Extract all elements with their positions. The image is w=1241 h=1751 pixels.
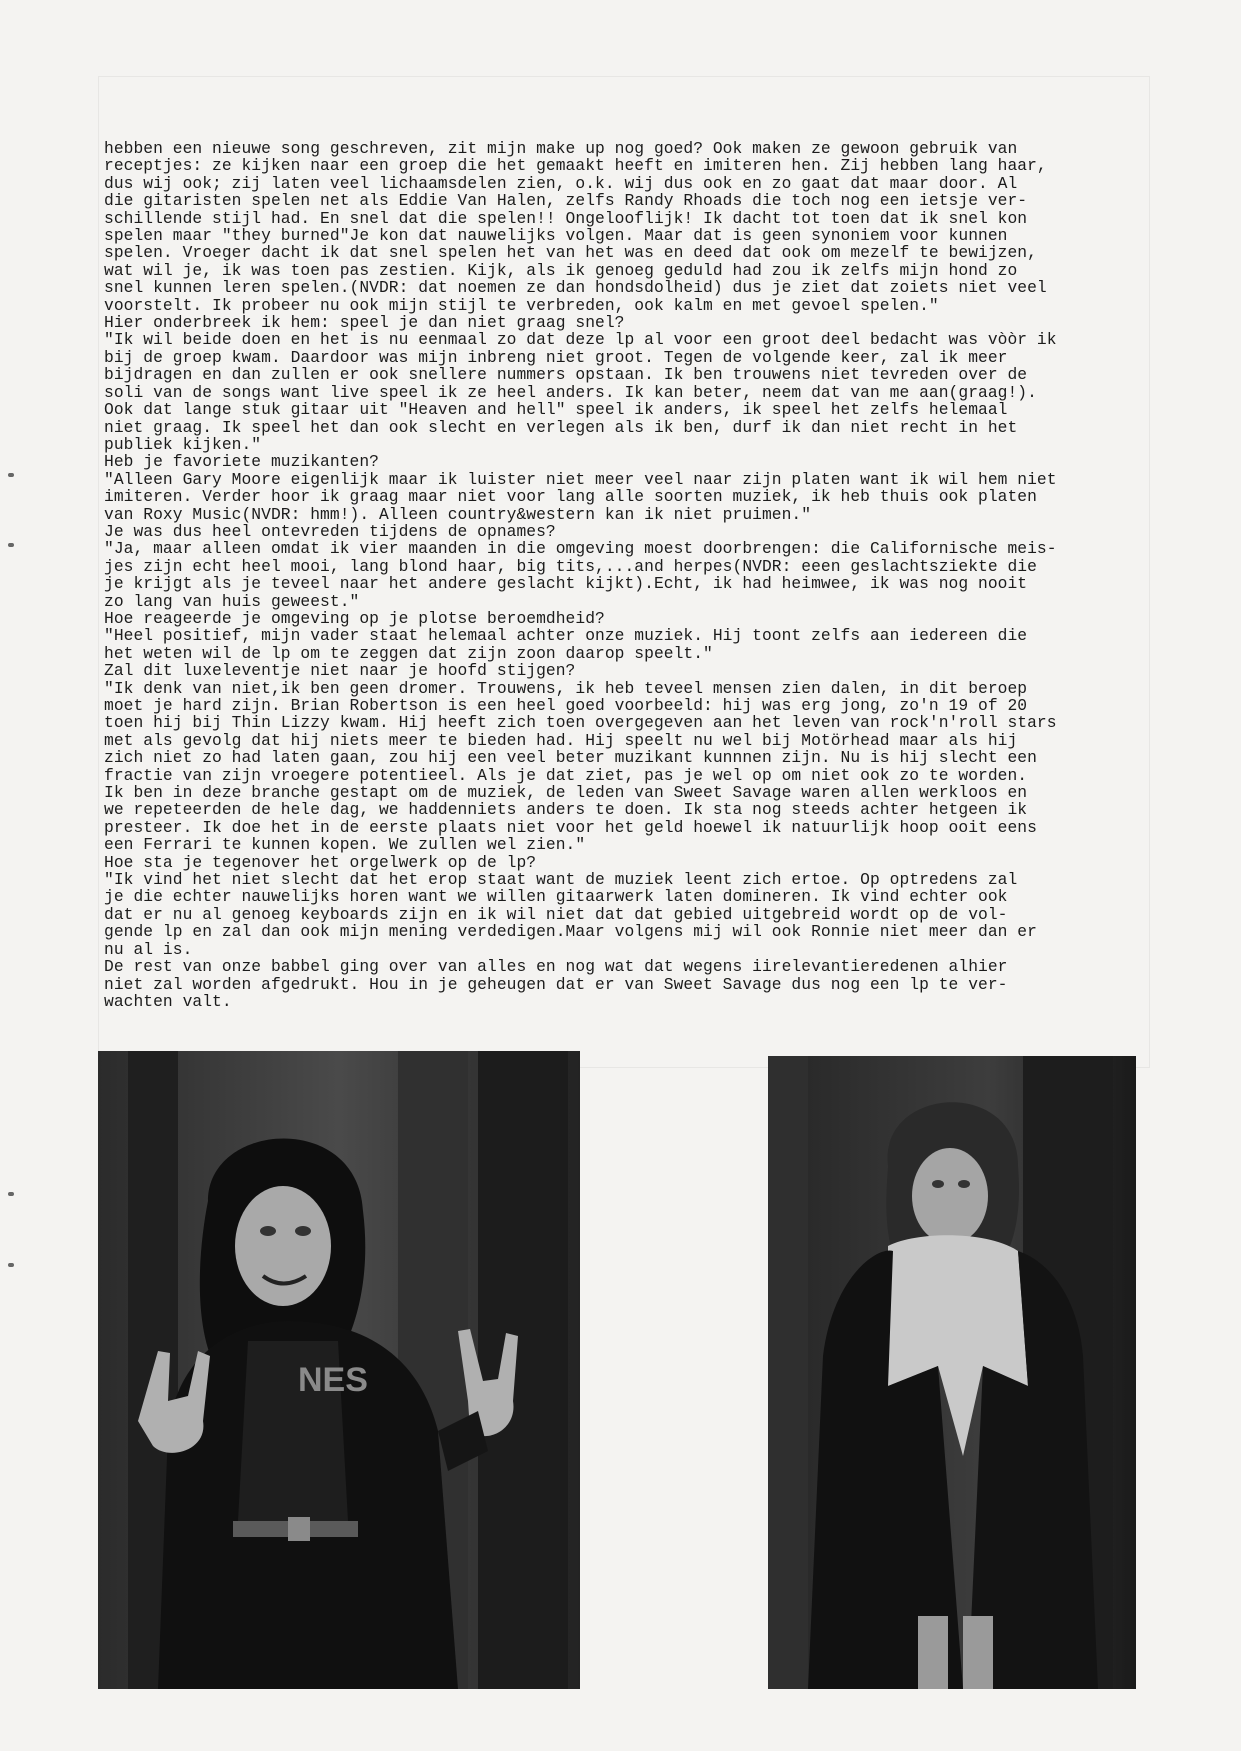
text-line: De rest van onze babbel ging over van alles en nog wat dat wegens iirelevantieredenen alhier bbox=[104, 957, 1008, 977]
text-line: dat er nu al genoeg keyboards zijn en ik wil niet dat dat gebied uitgebreid wordt op de vol- bbox=[104, 904, 1008, 924]
text-line: Heb je favoriete muzikanten? bbox=[104, 452, 379, 472]
text-line: spelen. Vroeger dacht ik dat snel spelen het van het was en deed dat ook om mezelf te bewijzen, bbox=[104, 243, 1037, 263]
text-line: publiek kijken." bbox=[104, 434, 262, 454]
text-line: "Heel positief, mijn vader staat helemaal achter onze muziek. Hij toont zelfs aan iedereen die bbox=[104, 626, 1028, 646]
text-line: zich niet zo had laten gaan, zou hij een veel beter muzikant kunnnen zijn. Nu is hij slecht een bbox=[104, 748, 1037, 768]
text-line: gende lp en zal dan ook mijn mening verdedigen.Maar volgens mij wil ook Ronnie niet meer dan er bbox=[104, 922, 1037, 942]
text-line: soli van de songs want live speel ik ze heel anders. Ik kan beter, neem dat van me aan(graag!). bbox=[104, 382, 1037, 402]
text-line: jes zijn echt heel mooi, lang blond haar, big tits,...and herpes(NVDR: eeen geslachtsziekte die bbox=[104, 556, 1037, 576]
text-line: niet zal worden afgedrukt. Hou in je geheugen dat er van Sweet Savage dus nog een lp te ver- bbox=[104, 974, 1008, 994]
text-line: "Ik wil beide doen en het is nu eenmaal zo dat deze lp al voor een groot deel bedacht was vòòr ik bbox=[104, 330, 1057, 350]
text-line: nu al is. bbox=[104, 939, 193, 959]
text-line: die gitaristen spelen net als Eddie Van Halen, zelfs Randy Rhoads die toch nog een ietsje ver- bbox=[104, 191, 1028, 211]
text-line: je die echter nauwelijks horen want we willen gitaarwerk laten domineren. Ik vind echter ook bbox=[104, 887, 1008, 907]
text-line: Hoe sta je tegenover het orgelwerk op de lp? bbox=[104, 852, 537, 872]
text-line: toen hij bij Thin Lizzy kwam. Hij heeft zich toen overgegeven aan het leven van rock'n'roll stars bbox=[104, 713, 1057, 733]
text-line: "Ja, maar alleen omdat ik vier maanden in die omgeving moest doorbrengen: die Californische meis- bbox=[104, 539, 1057, 559]
interview-text bbox=[104, 140, 1134, 1010]
text-line: Hier onderbreek ik hem: speel je dan niet graag snel? bbox=[104, 313, 625, 333]
text-line: het weten wil de lp om te zeggen dat zijn zoon daarop speelt." bbox=[104, 643, 713, 663]
punch-mark bbox=[8, 543, 14, 547]
text-line: wachten valt. bbox=[104, 991, 232, 1011]
text-line: receptjes: ze kijken naar een groep die het gemaakt heeft en imiteren hen. Zij hebben lang haar, bbox=[104, 156, 1047, 176]
text-line: een Ferrari te kunnen kopen. We zullen wel zien." bbox=[104, 835, 586, 855]
text-line: presteer. Ik doe het in de eerste plaats niet voor het geld hoewel ik natuurlijk hoop ooit eens bbox=[104, 817, 1037, 837]
text-line: met als gevolg dat hij niets meer te bieden had. Hij speelt nu wel bij Motörhead maar als hij bbox=[104, 730, 1018, 750]
text-line: schillende stijl had. En snel dat die spelen!! Ongelooflijk! Ik dacht tot toen dat ik snel kon bbox=[104, 208, 1028, 228]
text-line: "Ik vind het niet slecht dat het erop staat want de muziek leent zich ertoe. Op optredens zal bbox=[104, 870, 1018, 890]
text-line: Hoe reageerde je omgeving op je plotse beroemdheid? bbox=[104, 608, 605, 628]
text-line: moet je hard zijn. Brian Robertson is een heel goed voorbeeld: hij was erg jong, zo'n 19 of 20 bbox=[104, 696, 1028, 715]
text-line: imiteren. Verder hoor ik graag maar niet voor lang alle soorten muziek, ik heb thuis ook platen bbox=[104, 487, 1037, 507]
text-line: Je was dus heel ontevreden tijdens de opnames? bbox=[104, 521, 556, 541]
text-line: voorstelt. Ik probeer nu ook mijn stijl te verbreden, ook kalm en met gevoel spelen." bbox=[104, 295, 939, 315]
text-line: bijdragen en dan zullen er ook snellere nummers opstaan. Ik ben trouwens niet tevreden over de bbox=[104, 365, 1028, 385]
photo-singer-horns bbox=[98, 1051, 580, 1689]
text-line: dus wij ook; zij laten veel lichaamsdelen zien, o.k. wij dus ook en zo gaat dat maar door. Al bbox=[104, 173, 1018, 193]
text-line: Zal dit luxeleventje niet naar je hoofd stijgen? bbox=[104, 661, 576, 681]
text-line: zo lang van huis geweest." bbox=[104, 591, 360, 611]
text-line: Ook dat lange stuk gitaar uit "Heaven and hell" speel ik anders, ik speel het zelfs helemaal bbox=[104, 400, 1008, 420]
punch-mark bbox=[8, 1263, 14, 1267]
text-line: "Alleen Gary Moore eigenlijk maar ik luister niet meer veel naar zijn platen want ik wil hem niet bbox=[104, 469, 1057, 489]
shirt-print: NES bbox=[298, 1361, 368, 1399]
text-line: "Ik denk van niet,ik ben geen dromer. Trouwens, ik heb teveel mensen zien dalen, in dit beroep bbox=[104, 678, 1028, 698]
text-line: we repeteerden de hele dag, we haddenniets anders te doen. Ik sta nog steeds achter hetgeen ik bbox=[104, 800, 1028, 820]
text-line: niet graag. Ik speel het dan ook slecht en verlegen als ik ben, durf ik dan niet recht in het bbox=[104, 417, 1018, 437]
text-line: snel kunnen leren spelen.(NVDR: dat noemen ze dan hondsdolheid) dus je ziet dat zoiets niet veel bbox=[104, 278, 1047, 298]
text-line: wat wil je, ik was toen pas zestien. Kijk, als ik genoeg geduld had zou ik zelfs mijn hond zo bbox=[104, 260, 1018, 280]
text-line: bij de groep kwam. Daardoor was mijn inbreng niet groot. Tegen de volgende keer, zal ik meer bbox=[104, 347, 1008, 367]
text-line: Ik ben in deze branche gestapt om de muziek, de leden van Sweet Savage waren allen werkloos en bbox=[104, 783, 1028, 803]
text-line: je krijgt als je teveel naar het andere geslacht kijkt).Echt, ik had heimwee, ik was nog nooit bbox=[104, 574, 1028, 594]
punch-mark bbox=[8, 1192, 14, 1196]
text-line: fractie van zijn vroegere potentieel. Als je dat ziet, pas je wel op om niet ook zo te worden. bbox=[104, 765, 1028, 785]
punch-mark bbox=[8, 473, 14, 477]
text-line: van Roxy Music(NVDR: hmm!). Alleen country&western kan ik niet pruimen." bbox=[104, 504, 812, 524]
text-line: hebben een nieuwe song geschreven, zit mijn make up nog goed? Ook maken ze gewoon gebruik van bbox=[104, 139, 1018, 158]
text-line: spelen maar "they burned"Je kon dat nauwelijks volgen. Maar dat is geen synoniem voor kunnen bbox=[104, 226, 1008, 246]
photo-guitarist-scarf bbox=[768, 1056, 1136, 1689]
